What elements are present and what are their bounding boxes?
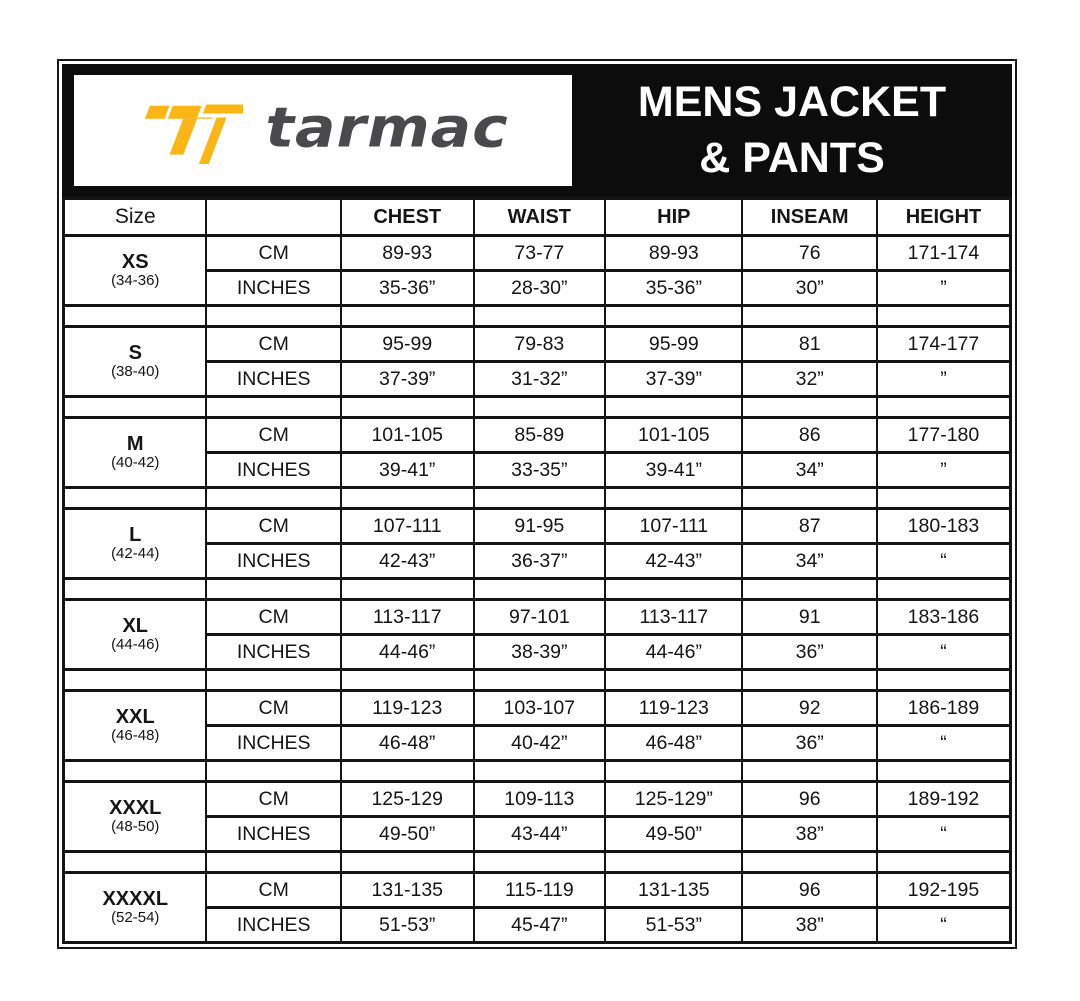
spacer-cell <box>206 852 340 873</box>
size-table <box>62 197 1012 944</box>
brand-logo <box>74 75 572 186</box>
spacer-cell <box>341 488 474 509</box>
value-inches-chest: 35-36” <box>341 271 474 306</box>
size-range: (48-50) <box>111 818 160 836</box>
col-header-waist: WAIST <box>474 199 606 236</box>
value-inches-inseam: 36” <box>742 635 876 670</box>
value-inches-chest: 49-50” <box>341 817 474 852</box>
tarmac-double-t-icon <box>137 92 243 170</box>
spacer-cell <box>474 306 606 327</box>
spacer-cell <box>877 488 1011 509</box>
unit-label-inches: INCHES <box>206 544 340 579</box>
value-inches-inseam: 34” <box>742 453 876 488</box>
value-inches-chest: 46-48” <box>341 726 474 761</box>
value-cm-inseam: 96 <box>742 873 876 908</box>
spacer-cell <box>877 852 1011 873</box>
size-cell <box>64 327 207 397</box>
spacer-cell <box>605 488 742 509</box>
value-inches-hip: 39-41” <box>605 453 742 488</box>
unit-label-inches: INCHES <box>206 362 340 397</box>
value-inches-hip: 44-46” <box>605 635 742 670</box>
size-row-cm <box>64 873 1011 908</box>
size-label: XL <box>122 615 149 638</box>
unit-label-cm: CM <box>206 327 340 362</box>
value-inches-hip: 42-43” <box>605 544 742 579</box>
brand-logo-text: tarmac <box>265 95 509 160</box>
value-cm-hip: 95-99 <box>605 327 742 362</box>
value-cm-waist: 91-95 <box>474 509 606 544</box>
unit-label-inches: INCHES <box>206 817 340 852</box>
size-row-inches <box>64 271 1011 306</box>
value-cm-hip: 113-117 <box>605 600 742 635</box>
value-cm-hip: 131-135 <box>605 873 742 908</box>
value-inches-height: ” <box>877 271 1011 306</box>
unit-label-cm: CM <box>206 418 340 453</box>
value-inches-height: “ <box>877 635 1011 670</box>
value-inches-chest: 42-43” <box>341 544 474 579</box>
size-row-inches <box>64 726 1011 761</box>
value-inches-hip: 35-36” <box>605 271 742 306</box>
spacer-cell <box>206 306 340 327</box>
value-inches-waist: 40-42” <box>474 726 606 761</box>
spacer-cell <box>341 306 474 327</box>
spacer-cell <box>206 579 340 600</box>
unit-label-inches: INCHES <box>206 635 340 670</box>
col-header-chest: CHEST <box>341 199 474 236</box>
unit-label-inches: INCHES <box>206 908 340 943</box>
value-cm-chest: 101-105 <box>341 418 474 453</box>
value-cm-hip: 107-111 <box>605 509 742 544</box>
size-row-cm <box>64 418 1011 453</box>
spacer-cell <box>64 852 207 873</box>
spacer-cell <box>605 852 742 873</box>
spacer-row <box>64 397 1011 418</box>
col-header-unit <box>206 199 340 236</box>
spacer-cell <box>206 670 340 691</box>
value-cm-inseam: 86 <box>742 418 876 453</box>
value-inches-waist: 36-37” <box>474 544 606 579</box>
spacer-row <box>64 488 1011 509</box>
spacer-cell <box>742 306 876 327</box>
spacer-cell <box>341 852 474 873</box>
spacer-cell <box>877 579 1011 600</box>
chart-title-line2: & PANTS <box>699 133 885 182</box>
size-cell <box>64 600 207 670</box>
value-cm-hip: 101-105 <box>605 418 742 453</box>
spacer-cell <box>64 488 207 509</box>
size-range: (40-42) <box>111 454 160 472</box>
size-cell <box>64 873 207 943</box>
unit-label-inches: INCHES <box>206 271 340 306</box>
size-range: (46-48) <box>111 727 160 745</box>
value-inches-inseam: 36” <box>742 726 876 761</box>
value-cm-hip: 125-129” <box>605 782 742 817</box>
value-inches-inseam: 38” <box>742 908 876 943</box>
spacer-cell <box>742 761 876 782</box>
unit-label-cm: CM <box>206 600 340 635</box>
value-cm-waist: 115-119 <box>474 873 606 908</box>
value-inches-inseam: 32” <box>742 362 876 397</box>
spacer-cell <box>605 670 742 691</box>
value-inches-chest: 39-41” <box>341 453 474 488</box>
spacer-cell <box>64 670 207 691</box>
value-cm-height: 192-195 <box>877 873 1011 908</box>
spacer-cell <box>206 761 340 782</box>
value-inches-height: “ <box>877 908 1011 943</box>
size-row-inches <box>64 362 1011 397</box>
spacer-cell <box>64 761 207 782</box>
size-range: (52-54) <box>111 909 160 927</box>
value-inches-inseam: 30” <box>742 271 876 306</box>
spacer-cell <box>474 670 606 691</box>
spacer-cell <box>206 488 340 509</box>
col-header-size: Size <box>64 199 207 236</box>
size-label: XXXXL <box>102 888 169 911</box>
value-cm-chest: 89-93 <box>341 236 474 271</box>
value-inches-waist: 38-39” <box>474 635 606 670</box>
unit-label-cm: CM <box>206 873 340 908</box>
value-cm-waist: 97-101 <box>474 600 606 635</box>
value-cm-waist: 79-83 <box>474 327 606 362</box>
table-header-row <box>64 199 1011 236</box>
size-row-cm <box>64 327 1011 362</box>
spacer-cell <box>605 397 742 418</box>
value-inches-chest: 44-46” <box>341 635 474 670</box>
value-cm-height: 183-186 <box>877 600 1011 635</box>
value-cm-chest: 119-123 <box>341 691 474 726</box>
spacer-cell <box>742 579 876 600</box>
size-cell <box>64 418 207 488</box>
value-inches-chest: 51-53” <box>341 908 474 943</box>
size-row-cm <box>64 691 1011 726</box>
value-cm-chest: 95-99 <box>341 327 474 362</box>
value-cm-inseam: 81 <box>742 327 876 362</box>
chart-title-line1: MENS JACKET <box>637 78 947 127</box>
spacer-cell <box>605 579 742 600</box>
spacer-cell <box>341 670 474 691</box>
spacer-cell <box>341 761 474 782</box>
value-cm-waist: 85-89 <box>474 418 606 453</box>
value-inches-height: “ <box>877 726 1011 761</box>
spacer-cell <box>877 397 1011 418</box>
col-header-inseam: INSEAM <box>742 199 876 236</box>
unit-label-cm: CM <box>206 691 340 726</box>
value-cm-height: 186-189 <box>877 691 1011 726</box>
unit-label-cm: CM <box>206 509 340 544</box>
col-header-height: HEIGHT <box>877 199 1011 236</box>
size-row-inches <box>64 453 1011 488</box>
col-header-hip: HIP <box>605 199 742 236</box>
size-cell <box>64 691 207 761</box>
value-cm-hip: 89-93 <box>605 236 742 271</box>
spacer-cell <box>877 306 1011 327</box>
value-cm-height: 189-192 <box>877 782 1011 817</box>
value-inches-chest: 37-39” <box>341 362 474 397</box>
spacer-cell <box>877 761 1011 782</box>
size-row-cm <box>64 782 1011 817</box>
value-cm-height: 177-180 <box>877 418 1011 453</box>
value-inches-waist: 31-32” <box>474 362 606 397</box>
value-inches-height: ” <box>877 453 1011 488</box>
spacer-cell <box>64 397 207 418</box>
value-inches-inseam: 38” <box>742 817 876 852</box>
value-inches-height: “ <box>877 817 1011 852</box>
spacer-cell <box>341 579 474 600</box>
size-row-inches <box>64 544 1011 579</box>
spacer-cell <box>206 397 340 418</box>
spacer-cell <box>877 670 1011 691</box>
value-inches-height: “ <box>877 544 1011 579</box>
size-cell <box>64 782 207 852</box>
spacer-cell <box>742 397 876 418</box>
size-range: (38-40) <box>111 363 160 381</box>
spacer-cell <box>742 852 876 873</box>
value-cm-chest: 125-129 <box>341 782 474 817</box>
size-label: XS <box>121 251 149 274</box>
unit-label-inches: INCHES <box>206 453 340 488</box>
size-row-inches <box>64 635 1011 670</box>
value-cm-chest: 113-117 <box>341 600 474 635</box>
value-cm-waist: 103-107 <box>474 691 606 726</box>
spacer-cell <box>474 579 606 600</box>
spacer-cell <box>474 761 606 782</box>
value-inches-hip: 51-53” <box>605 908 742 943</box>
value-cm-inseam: 87 <box>742 509 876 544</box>
size-row-cm <box>64 509 1011 544</box>
value-cm-waist: 73-77 <box>474 236 606 271</box>
size-range: (42-44) <box>111 545 160 563</box>
spacer-cell <box>64 306 207 327</box>
unit-label-inches: INCHES <box>206 726 340 761</box>
value-inches-height: ” <box>877 362 1011 397</box>
size-label: XXL <box>115 706 155 729</box>
header-band <box>62 64 1012 197</box>
value-cm-inseam: 96 <box>742 782 876 817</box>
size-row-cm <box>64 600 1011 635</box>
value-cm-hip: 119-123 <box>605 691 742 726</box>
spacer-cell <box>341 397 474 418</box>
spacer-cell <box>605 761 742 782</box>
value-inches-waist: 43-44” <box>474 817 606 852</box>
spacer-row <box>64 761 1011 782</box>
size-label: M <box>126 433 144 456</box>
value-inches-hip: 49-50” <box>605 817 742 852</box>
size-row-inches <box>64 817 1011 852</box>
value-inches-waist: 45-47” <box>474 908 606 943</box>
spacer-cell <box>474 397 606 418</box>
unit-label-cm: CM <box>206 782 340 817</box>
value-cm-height: 180-183 <box>877 509 1011 544</box>
spacer-cell <box>474 852 606 873</box>
spacer-row <box>64 579 1011 600</box>
size-row-inches <box>64 908 1011 943</box>
size-cell <box>64 236 207 306</box>
value-cm-chest: 107-111 <box>341 509 474 544</box>
spacer-cell <box>742 488 876 509</box>
spacer-cell <box>64 579 207 600</box>
value-cm-waist: 109-113 <box>474 782 606 817</box>
size-chart <box>62 64 1012 944</box>
size-label: L <box>129 524 142 547</box>
value-cm-height: 174-177 <box>877 327 1011 362</box>
spacer-row <box>64 852 1011 873</box>
unit-label-cm: CM <box>206 236 340 271</box>
size-chart-frame <box>57 59 1017 949</box>
spacer-cell <box>742 670 876 691</box>
spacer-cell <box>474 488 606 509</box>
size-cell <box>64 509 207 579</box>
size-label: XXXL <box>109 797 162 820</box>
spacer-row <box>64 670 1011 691</box>
value-cm-chest: 131-135 <box>341 873 474 908</box>
size-table-body <box>64 236 1011 943</box>
size-row-cm <box>64 236 1011 271</box>
value-cm-inseam: 91 <box>742 600 876 635</box>
spacer-cell <box>605 306 742 327</box>
value-cm-height: 171-174 <box>877 236 1011 271</box>
value-inches-hip: 37-39” <box>605 362 742 397</box>
value-inches-waist: 28-30” <box>474 271 606 306</box>
value-cm-inseam: 76 <box>742 236 876 271</box>
spacer-row <box>64 306 1011 327</box>
size-range: (34-36) <box>111 272 160 290</box>
chart-title <box>572 64 1012 197</box>
value-cm-inseam: 92 <box>742 691 876 726</box>
size-label: S <box>128 342 142 365</box>
size-range: (44-46) <box>111 636 160 654</box>
value-inches-waist: 33-35” <box>474 453 606 488</box>
value-inches-inseam: 34” <box>742 544 876 579</box>
value-inches-hip: 46-48” <box>605 726 742 761</box>
